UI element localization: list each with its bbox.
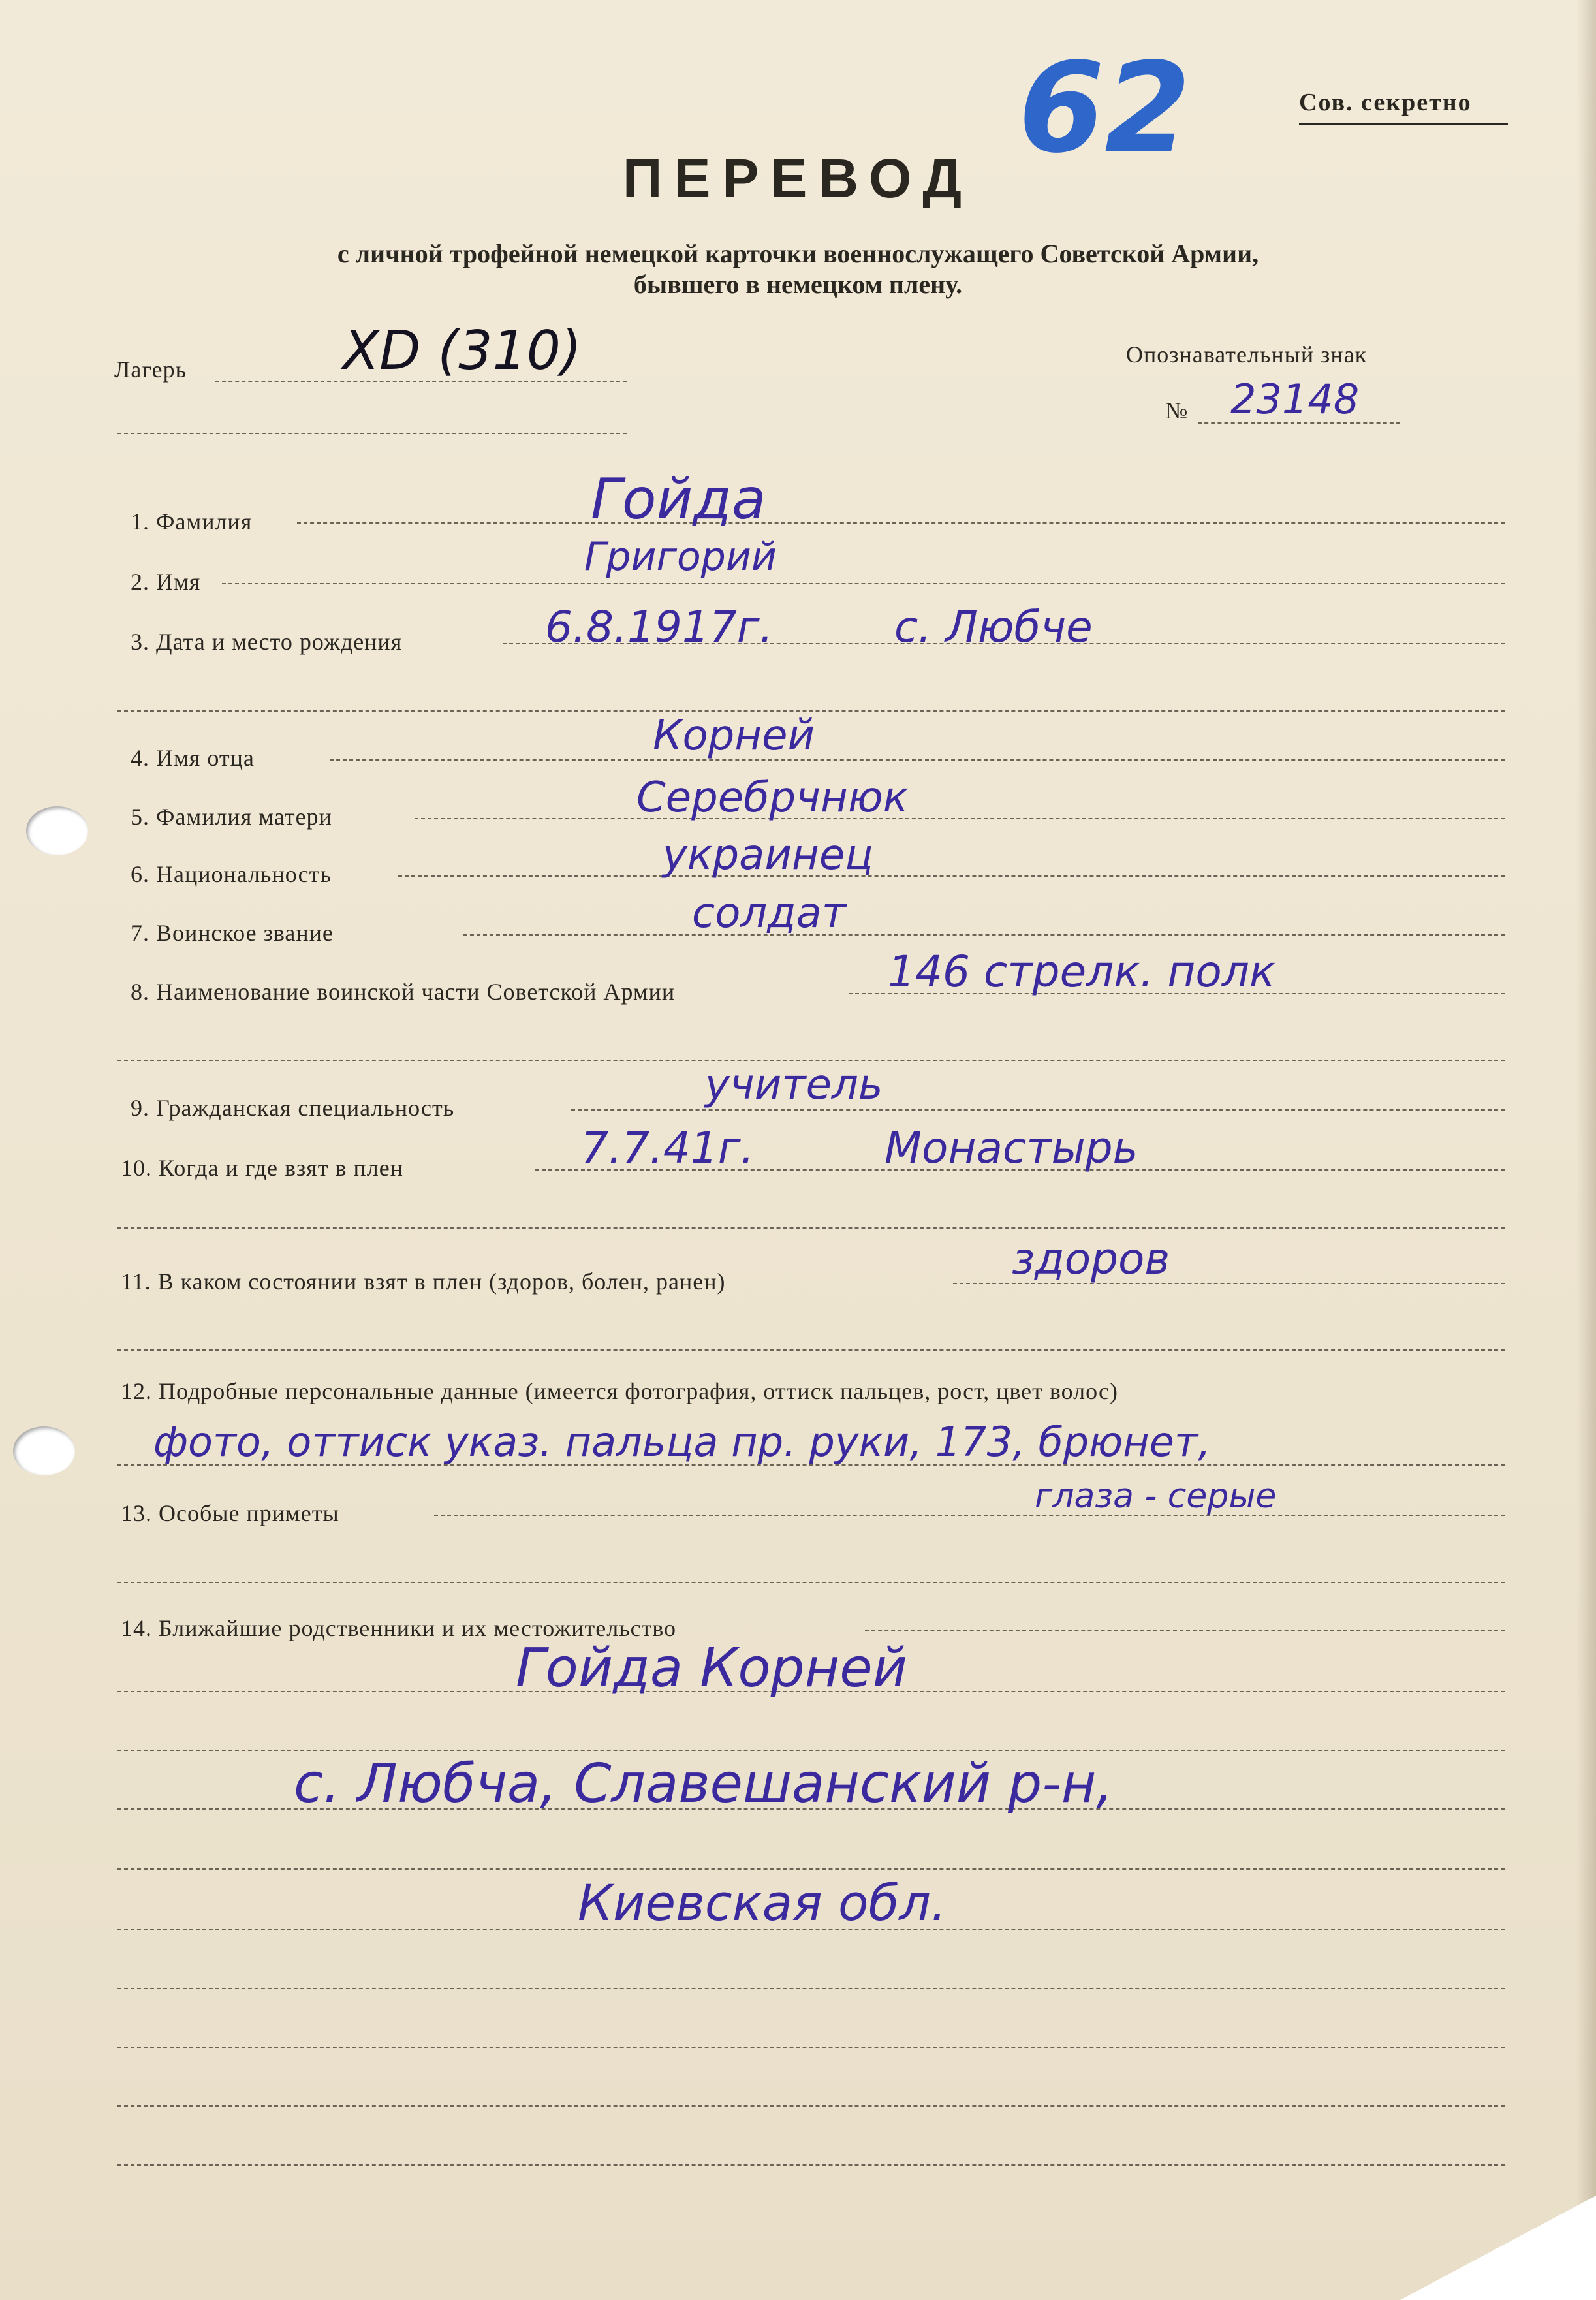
first-name-line xyxy=(222,583,1505,584)
document-subtitle-line1: с личной трофейной немецкой карточки военнослужащего Советской Армии, xyxy=(337,239,1259,268)
rank-value: солдат xyxy=(692,889,846,937)
civil-profession-line xyxy=(571,1109,1505,1111)
punch-hole-top xyxy=(26,806,88,855)
captured-place-value: Монастырь xyxy=(884,1123,1138,1173)
unit-value: 146 стрелк. полк xyxy=(888,947,1275,997)
first-name-value: Григорий xyxy=(584,534,777,580)
relatives-line-9 xyxy=(117,2105,1505,2107)
birth-date-value: 6.8.1917г. xyxy=(545,602,774,652)
relatives-line-8 xyxy=(117,2047,1505,2048)
special-marks-label: 13. Особые приметы xyxy=(121,1500,339,1526)
page-edge-shadow xyxy=(1576,0,1596,2300)
unit-label: 8. Наименование воинской части Советской Армии xyxy=(131,979,676,1005)
special-marks-value: глаза - серые xyxy=(1035,1477,1277,1516)
document-title: ПЕРЕВОД xyxy=(622,148,974,209)
surname-line xyxy=(297,522,1505,524)
id-mark-value: 23148 xyxy=(1230,375,1360,423)
condition-value: здоров xyxy=(1012,1234,1170,1284)
personal-data-label: 12. Подробные персональные данные (имеется фотография, оттиск пальцев, рост, цвет волос) xyxy=(121,1378,1118,1404)
special-marks-line xyxy=(434,1515,1505,1516)
father-name-value: Корней xyxy=(653,712,815,760)
mother-surname-line xyxy=(415,818,1505,819)
nationality-label: 6. Национальность xyxy=(131,861,332,887)
personal-data-value: фото, оттиск указ. пальца пр. руки, 173, брюнет, xyxy=(153,1418,1211,1466)
folded-corner xyxy=(1400,2196,1596,2300)
relatives-line-5 xyxy=(117,1868,1505,1870)
birth-label: 3. Дата и место рождения xyxy=(131,629,403,655)
classification-underline xyxy=(1299,123,1508,125)
id-mark-label: Опознавательный знак xyxy=(1126,341,1368,368)
id-mark-number-sign: № xyxy=(1165,398,1189,424)
relatives-value-line2: с. Любча, Славешанский р-н, xyxy=(294,1753,1114,1815)
relatives-line-3 xyxy=(117,1750,1505,1751)
civil-profession-value: учитель xyxy=(705,1061,883,1109)
relatives-line-6 xyxy=(117,1929,1505,1930)
relatives-line xyxy=(865,1630,1505,1631)
nationality-value: украинец xyxy=(663,831,873,879)
file-number: 62 xyxy=(1018,36,1191,180)
nationality-line xyxy=(398,875,1505,877)
classification-stamp: Сов. секретно xyxy=(1299,89,1472,116)
relatives-value-line1: Гойда Корней xyxy=(516,1637,907,1699)
camp-label: Лагерь xyxy=(114,356,187,383)
relatives-value-line3: Киевская обл. xyxy=(578,1874,947,1932)
document-subtitle-line2: бывшего в немецком плену. xyxy=(633,270,963,299)
first-name-label: 2. Имя xyxy=(131,569,201,595)
surname-value: Гойда xyxy=(591,467,766,532)
relatives-label: 14. Ближайшие родственники и их местожительство xyxy=(121,1615,677,1641)
captured-label: 10. Когда и где взят в плен xyxy=(121,1155,404,1181)
camp-value: XD (310) xyxy=(343,320,582,382)
condition-line-2 xyxy=(117,1349,1505,1351)
relatives-line-7 xyxy=(117,1988,1505,1989)
captured-line-2 xyxy=(117,1227,1505,1229)
mother-surname-label: 5. Фамилия матери xyxy=(131,804,332,830)
relatives-line-10 xyxy=(117,2164,1505,2166)
rank-line xyxy=(463,934,1505,936)
mother-surname-value: Серебрчнюк xyxy=(636,774,909,822)
birth-place-value: с. Любче xyxy=(894,602,1093,652)
rank-label: 7. Воинское звание xyxy=(131,920,334,946)
surname-label: 1. Фамилия xyxy=(131,509,253,535)
civil-profession-label: 9. Гражданская специальность xyxy=(131,1095,455,1121)
father-name-label: 4. Имя отца xyxy=(131,745,255,771)
condition-label: 11. В каком состоянии взят в плен (здоров, болен, ранен) xyxy=(121,1268,726,1295)
punch-hole-bottom xyxy=(13,1426,75,1475)
captured-date-value: 7.7.41г. xyxy=(581,1123,755,1173)
special-marks-line-2 xyxy=(117,1582,1505,1583)
camp-line-2 xyxy=(117,433,627,434)
father-name-line xyxy=(330,759,1505,761)
